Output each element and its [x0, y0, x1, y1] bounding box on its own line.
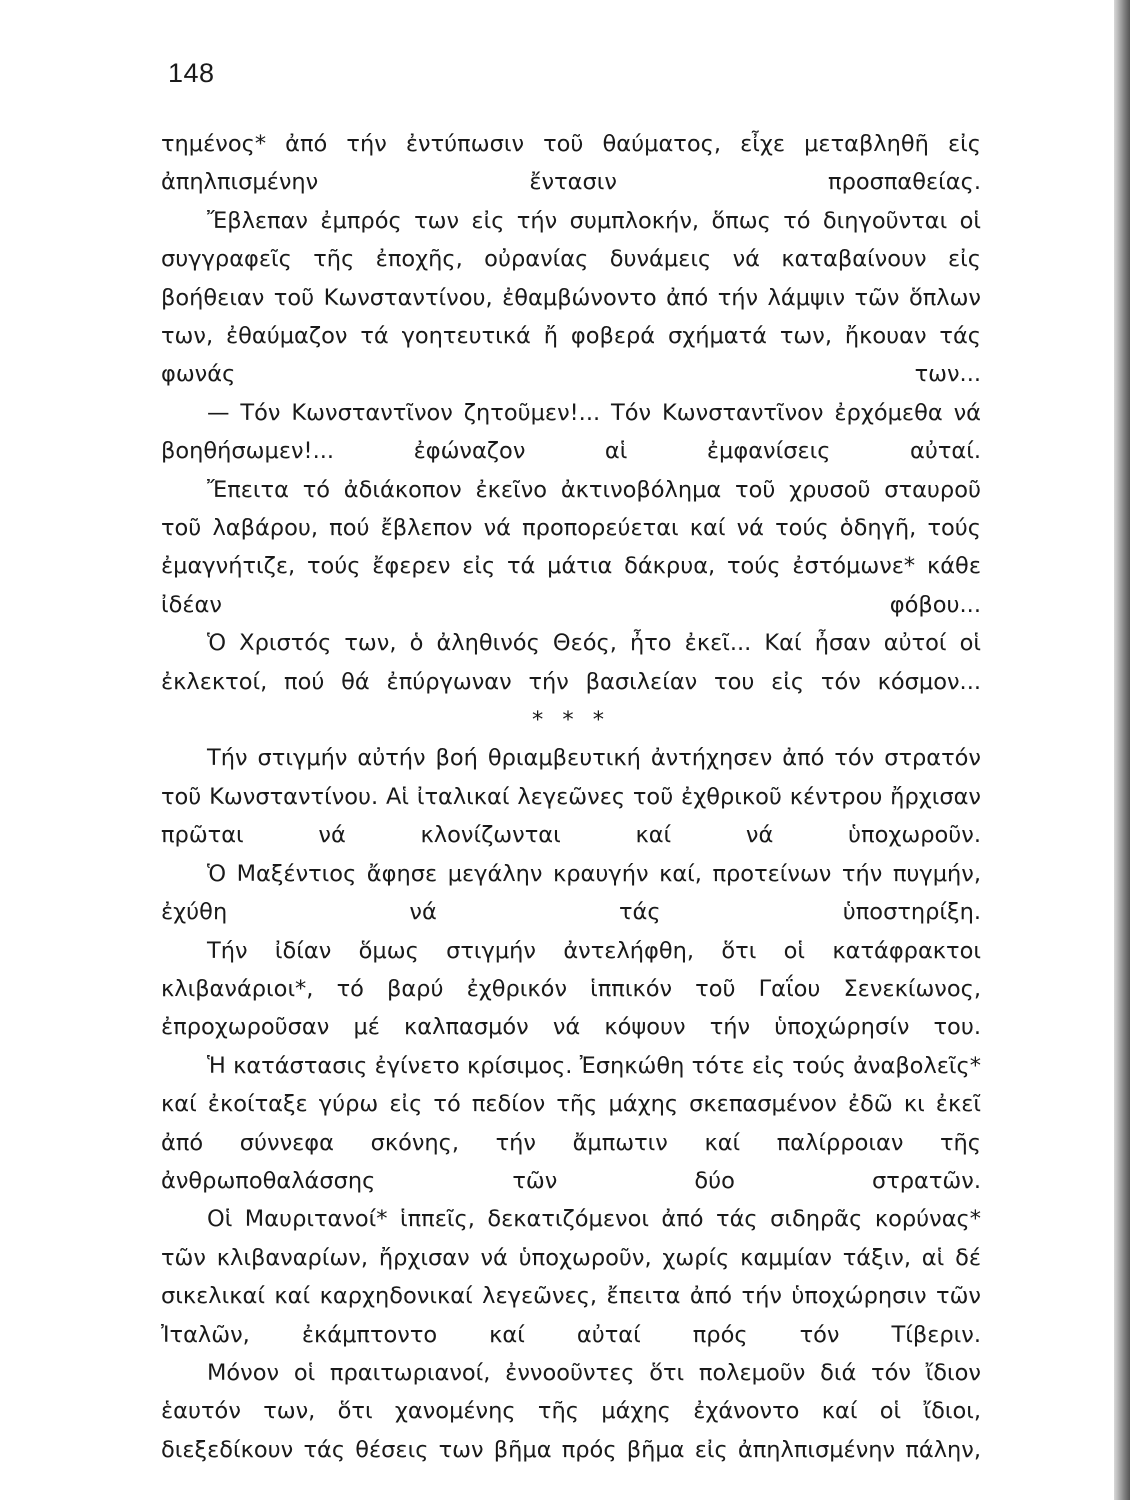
page-edge-shadow	[1114, 0, 1130, 1500]
section-break: * * *	[531, 707, 611, 734]
paragraph: Ὁ Μαξέντιος ἄφησε μεγάλην κραυγήν καί, προτείνων τήν πυγμήν, ἐχύθη νά τάς ὑποστηρίξη.	[161, 860, 981, 926]
paragraph: Ἔπειτα τό ἀδιάκοπον ἐκεῖνο ἀκτινοβόλημα τοῦ χρυσοῦ σταυροῦ τοῦ λαβάρου, πού ἔβλεπον νά προπορεύεται καί νά τούς ὁδηγῆ, τούς ἐμαγνήτιζε, τούς ἔφερεν εἰς τά μάτια δάκρυα, τούς ἐστόμωνε* κάθε ἰδέαν φόβου...	[161, 476, 981, 618]
paragraph-dialogue: — Τόν Κωνσταντῖνον ζητοῦμεν!... Τόν Κωνσταντῖνον ἐρχόμεθα νά βοηθήσωμεν!... ἐφώναζον αἱ ἐμφανίσεις αὐταί.	[161, 399, 981, 465]
paragraph: Ὁ Χριστός των, ὁ ἀληθινός Θεός, ἦτο ἐκεῖ... Καί ἦσαν αὐτοί οἱ ἐκλεκτοί, πού θά ἐπύργωναν τήν βασιλείαν του εἰς τόν κόσμον...	[161, 630, 981, 695]
page-number: 148	[168, 58, 215, 88]
paragraph: Οἱ Μαυριτανοί* ἱππεῖς, δεκατιζόμενοι ἀπό τάς σιδηρᾶς κορύνας* τῶν κλιβαναρίων, ἤρχισαν νά ὑποχωροῦν, χωρίς καμμίαν τάξιν, αἱ δέ σικελικαί καί καρχηδονικαί λεγεῶνες, ἔπειτα ἀπό τήν ὑποχώρησιν τῶν Ἰταλῶν, ἐκάμπτοντο καί αὐταί πρός τόν Τίβεριν.	[161, 1206, 981, 1348]
paragraph: Ἔβλεπαν ἐμπρός των εἰς τήν συμπλοκήν, ὅπως τό διηγοῦνται οἱ συγγραφεῖς τῆς ἐποχῆς, οὐρανίας δυνάμεις νά καταβαίνουν εἰς βοήθειαν τοῦ Κωνσταντίνου, ἐθαμβώνοντο ἀπό τήν λάμψιν τῶν ὅπλων των, ἐθαύμαζον τά γοητευτικά ἤ φοβερά σχήματά των, ἤκουαν τάς φωνάς των...	[161, 207, 981, 388]
paragraph: Ἡ κατάστασις ἐγίνετο κρίσιμος. Ἐσηκώθη τότε εἰς τούς ἀναβολεῖς* καί ἐκοίταξε γύρω εἰς τό πεδίον τῆς μάχης σκεπασμένον ἐδῶ κι ἐκεῖ ἀπό σύννεφα σκόνης, τήν ἄμπωτιν καί παλίρροιαν τῆς ἀνθρωποθαλάσσης τῶν δύο στρατῶν.	[161, 1052, 981, 1194]
paragraph: Τήν στιγμήν αὐτήν βοή θριαμβευτική ἀντήχησεν ἀπό τόν στρατόν τοῦ Κωνσταντίνου. Αἱ ἰταλικαί λεγεῶνες τοῦ ἐχθρικοῦ κέντρου ἤρχισαν πρῶται νά κλονίζωνται καί νά ὑποχωροῦν.	[161, 745, 981, 849]
body-text	[161, 125, 981, 1469]
paragraph-continuation: τημένος* ἀπό τήν ἐντύπωσιν τοῦ θαύματος, εἶχε μεταβληθῆ εἰς ἀπηλπισμένην ἔντασιν προσπαθείας.	[161, 131, 981, 196]
paragraph: Μόνον οἱ πραιτωριανοί, ἐννοοῦντες ὅτι πολεμοῦν διά τόν ἴδιον ἑαυτόν των, ὅτι χανομένης τῆς μάχης ἐχάνοντο καί οἱ ἴδιοι, διεξεδίκουν τάς θέσεις των βῆμα πρός βῆμα εἰς ἀπηλπισμένην πάλην,	[161, 1359, 981, 1463]
paragraph: Τήν ἰδίαν ὅμως στιγμήν ἀντελήφθη, ὅτι οἱ κατάφρακτοι κλιβανάριοι*, τό βαρύ ἐχθρικόν ἱππικόν τοῦ Γαΐου Σενεκίωνος, ἐπροχωροῦσαν μέ καλπασμόν νά κόψουν τήν ὑποχώρησίν του.	[161, 937, 981, 1041]
